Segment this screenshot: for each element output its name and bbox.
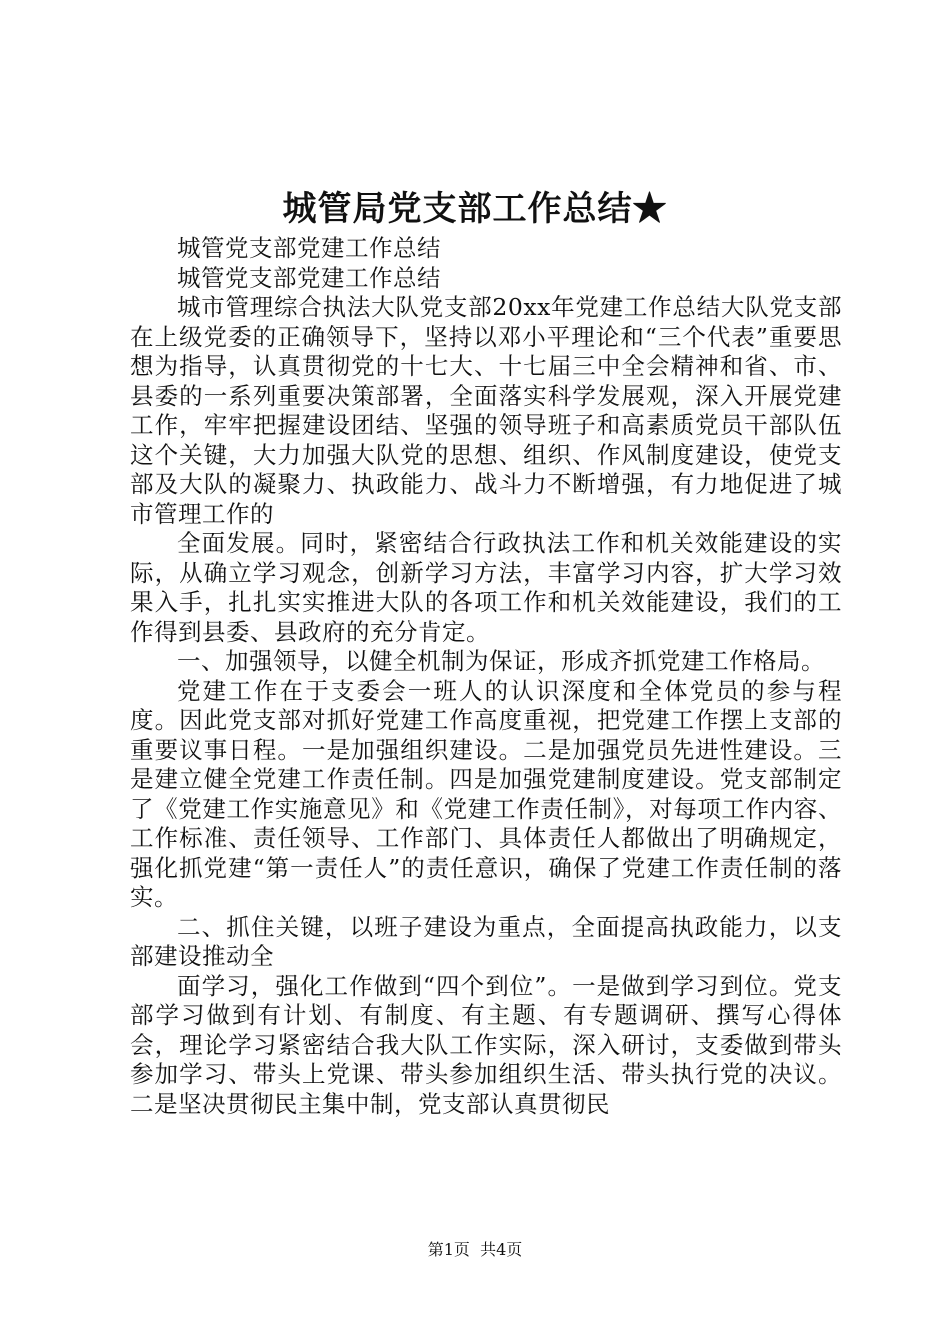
paragraph: 城管党支部党建工作总结	[177, 234, 441, 262]
page-number: 第1页	[427, 1240, 470, 1259]
section-heading: 一、加强领导，以健全机制为保证，形成齐抓党建工作格局。	[177, 647, 825, 675]
document-title: 城管局党支部工作总结★	[282, 189, 668, 229]
page-footer	[0, 1240, 950, 1260]
paragraph: 城市管理综合执法大队党支部20xx年党建工作总结大队党支部在上级党委的正确领导下，坚持以邓小平理论和“三个代表”重要思想为指导，认真贯彻党的十七大、十七届三中全会精神和省、市、县委的一系列重要决策部署，全面落实科学发展观，深入开展党建工作，牢牢把握建设团结、坚强的领导班子和高素质党员干部队伍这个关键，大力加强大队党的思想、组织、作风制度建设，使党支部及大队的凝聚力、执政能力、战斗力不断增强，有力地促进了城市管理工作的	[130, 293, 842, 528]
paragraph: 党建工作在于支委会一班人的认识深度和全体党员的参与程度。因此党支部对抓好党建工作高度重视，把党建工作摆上支部的重要议事日程。一是加强组织建设。二是加强党员先进性建设。三是建立健全党建工作责任制。四是加强党建制度建设。党支部制定了《党建工作实施意见》和《党建工作责任制》，对每项工作内容、工作标准、责任领导、工作部门、具体责任人都做出了明确规定，强化抓党建“第一责任人”的责任意识，确保了党建工作责任制的落实。	[130, 676, 842, 911]
document-body	[130, 234, 842, 1119]
section-heading: 二、抓住关键，以班子建设为重点，全面提高执政能力，以支部建设推动全	[130, 912, 842, 970]
paragraph: 面学习，强化工作做到“四个到位”。一是做到学习到位。党支部学习做到有计划、有制度、有主题、有专题调研、撰写心得体会，理论学习紧密结合我大队工作实际，深入研讨，支委做到带头参加学习、带头上党课、带头参加组织生活、带头执行党的决议。二是坚决贯彻民主集中制，党支部认真贯彻民	[130, 971, 842, 1118]
page-total: 共4页	[480, 1240, 523, 1259]
paragraph: 全面发展。同时，紧密结合行政执法工作和机关效能建设的实际，从确立学习观念，创新学习方法，丰富学习内容，扩大学习效果入手，扎扎实实推进大队的各项工作和机关效能建设，我们的工作得到县委、县政府的充分肯定。	[130, 529, 842, 646]
paragraph: 城管党支部党建工作总结	[177, 263, 441, 292]
